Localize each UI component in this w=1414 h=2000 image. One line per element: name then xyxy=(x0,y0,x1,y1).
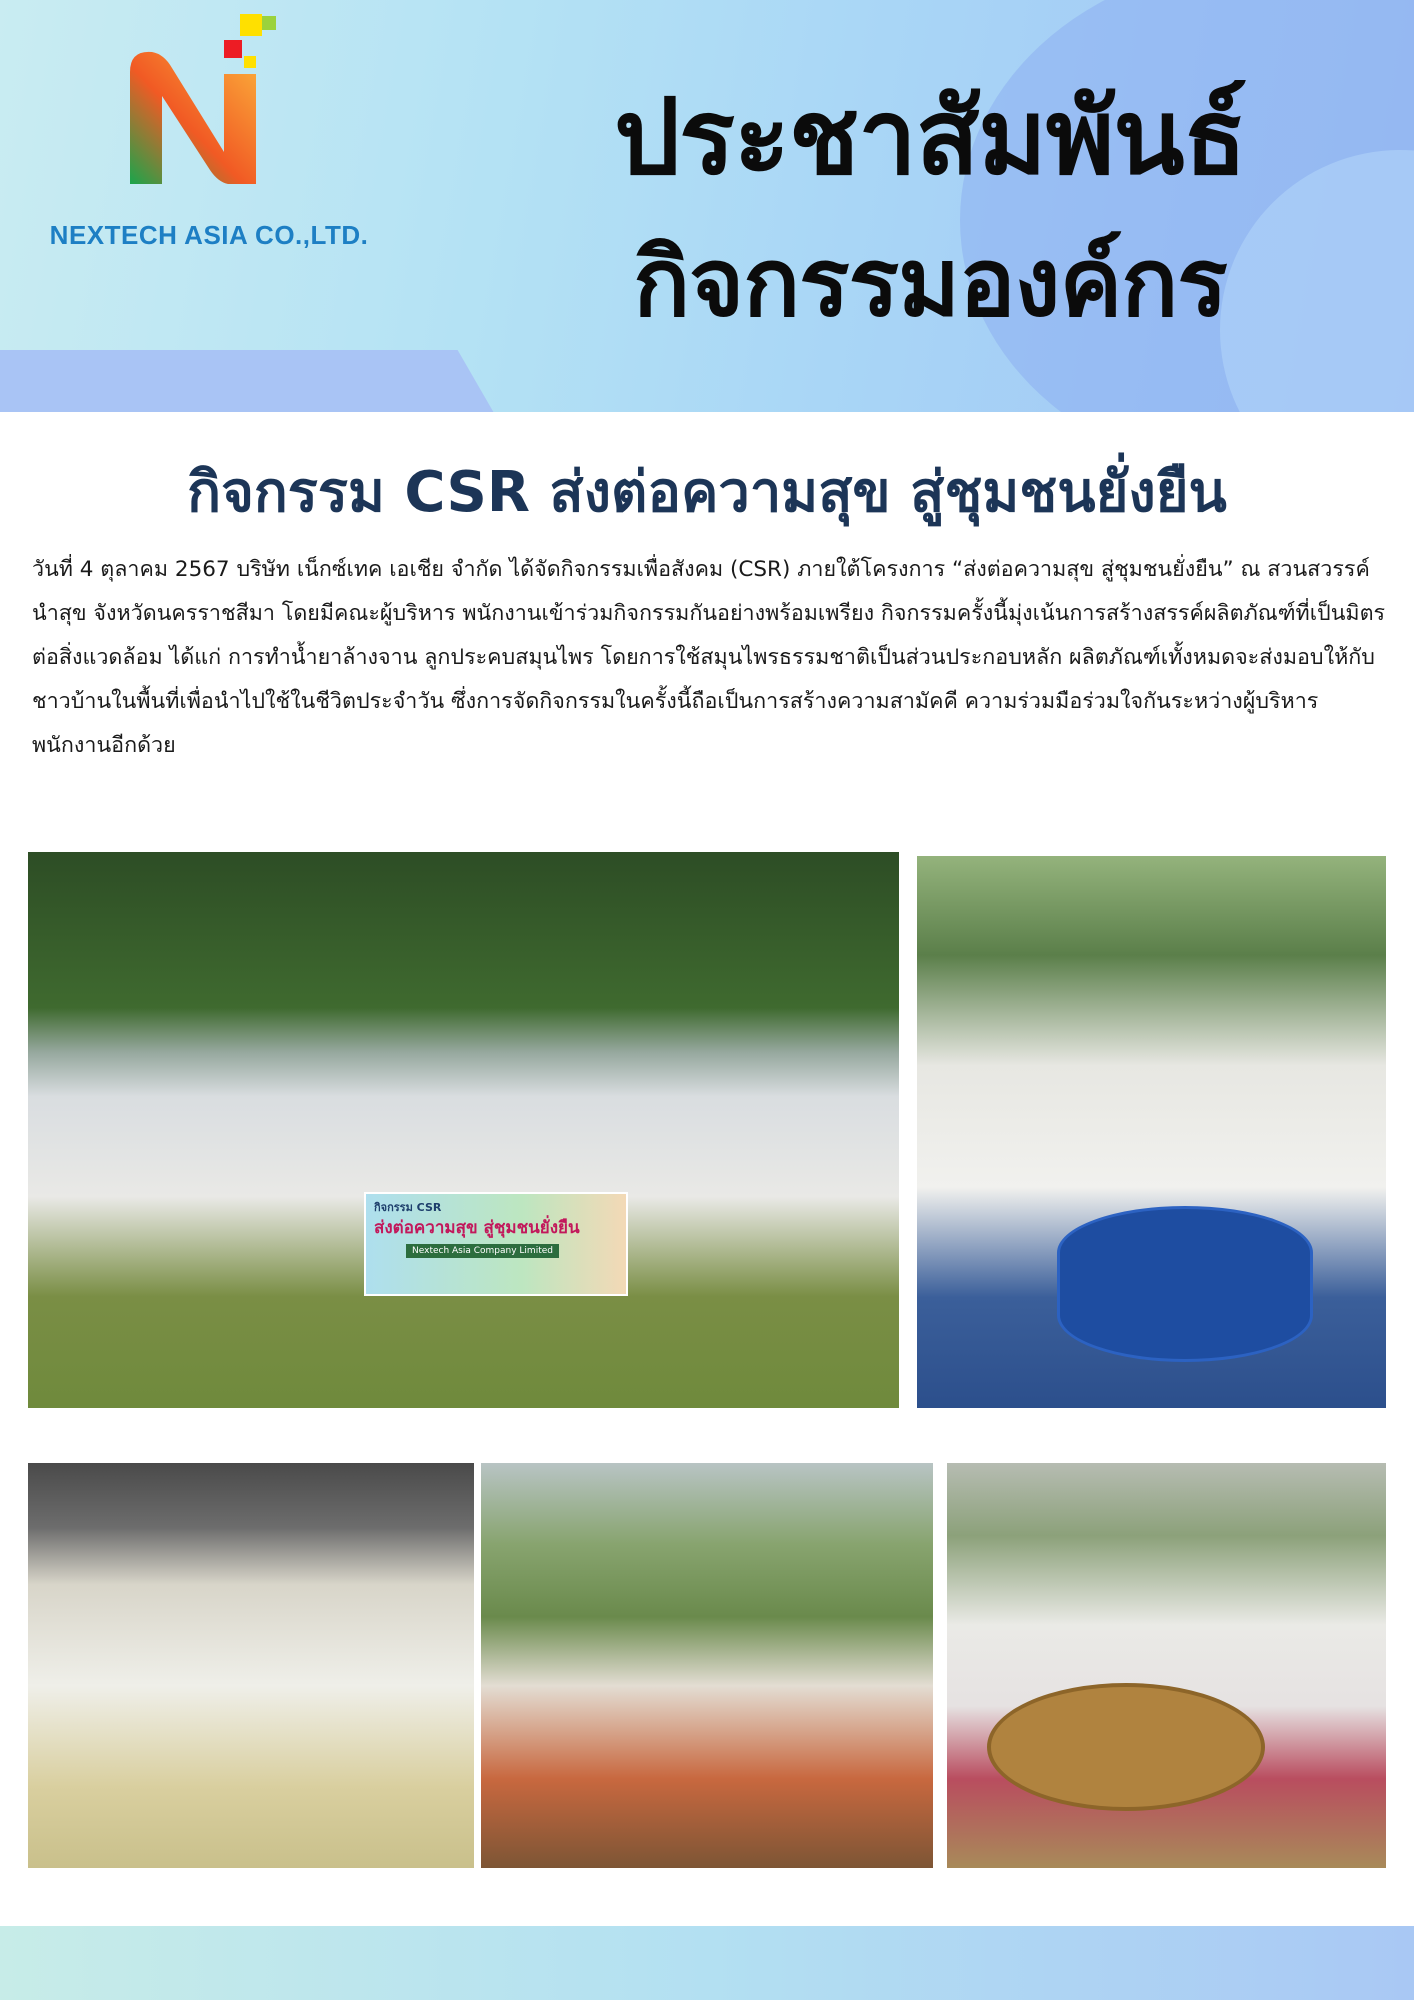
dishwashing-liquid-photo xyxy=(28,1463,474,1868)
herbal-compress-basket-photo xyxy=(947,1463,1386,1868)
group-photo xyxy=(28,852,899,1408)
herbal-compress-making-photo xyxy=(481,1463,933,1868)
company-logo xyxy=(24,14,394,254)
footer-bar xyxy=(0,1926,1414,2000)
article-body: วันที่ 4 ตุลาคม 2567 บริษัท เน็กซ์เทค เอเชีย จำกัด ได้จัดกิจกรรมเพื่อสังคม (CSR) ภายใต้โครงการ “ส่งต่อความสุข สู่ชุมชนยั่งยืน” ณ สวนสวรรค์นำสุข จังหวัดนครราชสีมา โดยมีคณะผู้บริหาร พนักงานเข้าร่วมกิจกรรมกันอย่างพร้อมเพรียง กิจกรรมครั้งนี้มุ่งเน้นการสร้างสรรค์ผลิตภัณฑ์ที่เป็นมิตรต่อสิ่งแวดล้อม ได้แก่ การทำน้ำยาล้างจาน ลูกประคบสมุนไพร โดยการใช้สมุนไพรธรรมชาติเป็นส่วนประกอบหลัก ผลิตภัณฑ์เทั้งหมดจะส่งมอบให้กับชาวบ้านในพื้นที่เพื่อนำไปใช้ในชีวิตประจำวัน ซึ่งการจัดกิจกรรมในครั้งนี้ถือเป็นการสร้างความสามัคคี ความร่วมมือร่วมใจกันระหว่างผู้บริหาร พนักงานอีกด้วย xyxy=(32,557,1386,758)
logo-n-icon xyxy=(124,14,294,214)
page-title: ประชาสัมพันธ์ xyxy=(614,76,1246,198)
banner-line2: ส่งต่อความสุข สู่ชุมชนยั่งยืน xyxy=(374,1218,580,1238)
article-title: กิจกรรม CSR ส่งต่อความสุข สู่ชุมชนยั่งยืน xyxy=(187,460,1227,525)
executives-photo xyxy=(917,856,1386,1408)
activity-banner xyxy=(364,1192,628,1296)
basket xyxy=(987,1683,1265,1811)
banner-company: Nextech Asia Company Limited xyxy=(406,1244,559,1258)
header-banner xyxy=(0,0,1414,412)
header-stripe xyxy=(0,350,520,412)
company-name: NEXTECH ASIA CO.,LTD. xyxy=(49,220,369,250)
page-subtitle: กิจกรรมองค์กร xyxy=(633,229,1227,338)
blue-basin xyxy=(1057,1206,1313,1362)
banner-line1: กิจกรรม CSR xyxy=(374,1201,442,1214)
